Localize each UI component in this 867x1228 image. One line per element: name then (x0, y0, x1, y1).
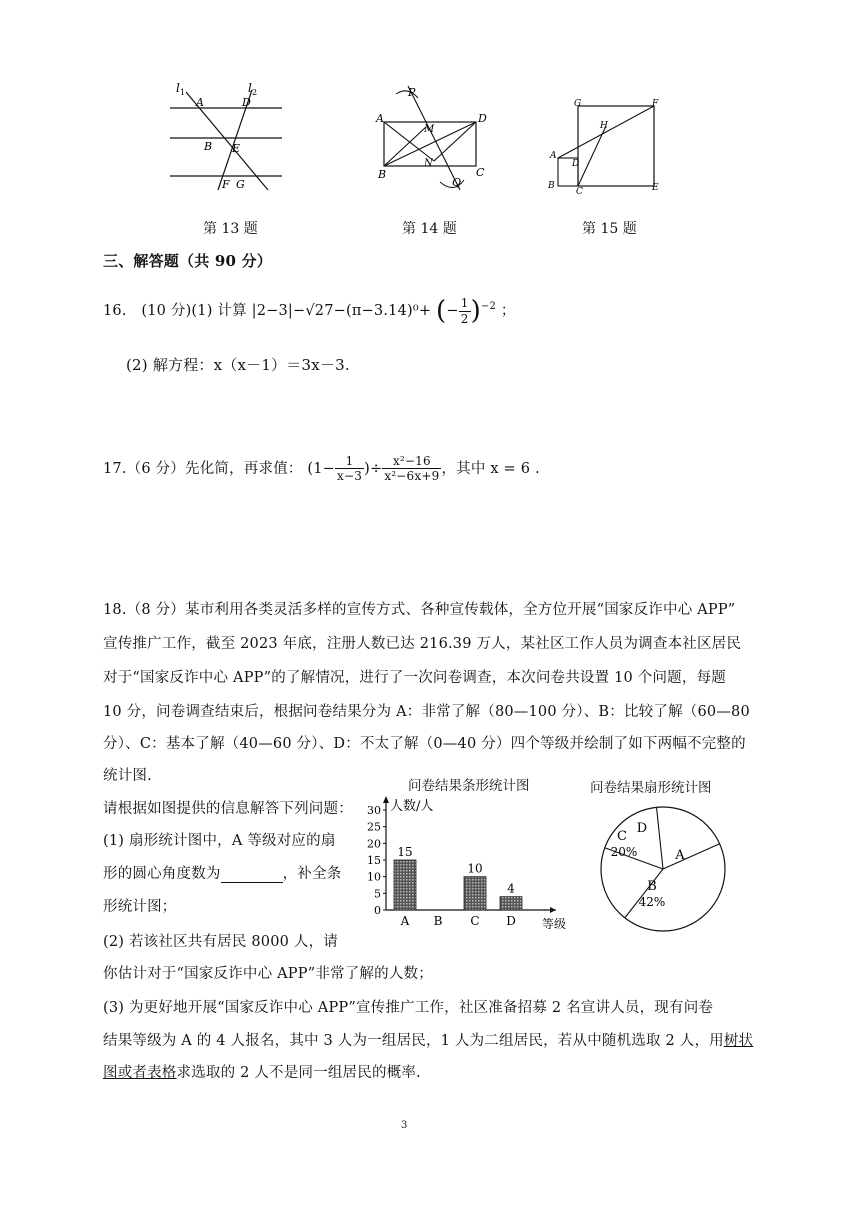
q18-part1-a: (1) 扇形统计图中，A 等级对应的扇 (103, 833, 336, 849)
y-tick-label: 0 (374, 904, 381, 917)
label-l2-sub: 2 (252, 88, 258, 97)
x-axis-arrow (550, 907, 556, 913)
question-16-part2: (2) 解方程：x（x－1）＝3x－3. (126, 356, 350, 374)
label-A: A (376, 112, 384, 125)
pie-chart-title: 问卷结果扇形统计图 (590, 780, 712, 796)
q18-line-5: 分）、C：基本了解（40—60 分）、D：不太了解（0—40 分）四个等级并绘制了如下两幅不完整的 (103, 736, 746, 752)
label-l2: l (248, 81, 252, 95)
q18-part1-b: 形的圆心角度数为 ，补全条 (103, 866, 342, 882)
question-16: 16. (10 分)(1) 计算 |2−3|−√27−(π−3.14)⁰+ (− $\frac{1}{2}$ )$^{-2}$ ； (103, 296, 516, 326)
pie-percent-B: 42% (638, 895, 666, 909)
bar-chart (358, 792, 578, 940)
q18-part2-a: (2) 若该社区共有居民 8000 人，请 (103, 934, 338, 950)
label-P: P (408, 86, 416, 99)
label-C: C (576, 187, 583, 196)
q18-part2-b: 你估计对于“国家反诈中心 APP”非常了解的人数； (103, 966, 433, 982)
data-label-D: 4 (507, 881, 515, 896)
figure-13-caption: 第 13 题 (203, 221, 258, 237)
label-A: A (550, 151, 557, 161)
y-axis-label: 人数/人 (390, 799, 434, 814)
label-N: N (424, 158, 433, 169)
question-17 (103, 454, 540, 484)
pie-chart (596, 802, 730, 936)
q17-head: 17.（6 分）先化简，再求值： (103, 460, 303, 477)
label-l1-sub: 1 (180, 88, 186, 97)
q16-expression: |2−3|−√27−(π−3.14)⁰+ (251, 303, 432, 319)
label-E: E (232, 142, 241, 155)
q18-part1-c: 形统计图； (103, 899, 177, 915)
label-B: B (204, 140, 213, 153)
q18-line-3: 对于“国家反诈中心 APP”的了解情况，进行了一次问卷调查，本次问卷共设置 10 个问题，每题 (103, 670, 726, 686)
page-number: 3 (401, 1120, 408, 1131)
label-G: G (574, 99, 582, 109)
label-M: M (424, 124, 435, 135)
answer-blank[interactable] (221, 868, 283, 883)
label-Q: Q (452, 176, 462, 189)
section-title: 三、解答题（共 90 分） (103, 252, 272, 270)
q17-divide: )÷ (364, 460, 383, 477)
pie-label-A: A (675, 848, 685, 863)
q18-prompt: 请根据如图提供的信息解答下列问题： (103, 801, 353, 817)
label-F: F (652, 99, 659, 109)
y-tick-label: 5 (374, 887, 381, 901)
label-D: D (572, 159, 580, 169)
x-tick-label-C: C (470, 914, 480, 928)
label-D: D (242, 96, 251, 109)
q16-exponent: −2 (480, 301, 497, 313)
figure-15-caption: 第 15 题 (582, 221, 637, 237)
underlined-text: 图或者表格 (103, 1065, 177, 1081)
label-C: C (476, 166, 485, 179)
label-D: D (478, 112, 487, 125)
figure-13 (160, 78, 300, 198)
y-tick-label: 30 (367, 804, 381, 817)
figure-15 (540, 96, 664, 196)
q16-head: 16. (10 分)(1) 计算 (103, 303, 247, 319)
pie-label-D: D (636, 821, 648, 836)
label-B: B (378, 168, 387, 181)
pie-label-B: B (647, 879, 657, 894)
q18-part3-a: (3) 为更好地开展“国家反诈中心 APP”宣传推广工作，社区准备招募 2 名宣讲人员，现有问卷 (103, 1000, 714, 1016)
y-tick-label: 10 (367, 870, 381, 884)
label-H: H (600, 121, 608, 131)
bar-C (464, 877, 486, 910)
figure-14 (372, 82, 492, 194)
x-tick-label-A: A (400, 914, 410, 928)
q18-part3-c: 图或者表格求选取的 2 人不是同一组居民的概率. (103, 1065, 421, 1081)
bar-D (500, 897, 522, 910)
figure-14-caption: 第 14 题 (402, 221, 457, 237)
pie-percent-C: 20% (610, 845, 638, 859)
q16-fraction: $\frac{1}{2}$ (460, 296, 469, 326)
label-G: G (236, 178, 245, 191)
q17-open: (1− (307, 460, 336, 477)
q17-tail: ，其中 x = 6 . (441, 460, 540, 477)
x-axis-label: 等级 (542, 917, 567, 931)
y-tick-label: 25 (367, 820, 381, 834)
bar-A (394, 860, 416, 910)
q18-part3-b: 结果等级为 A 的 4 人报名，其中 3 人为一组居民，1 人为二组居民，若从中随机选取 2 人，用树状 (103, 1033, 754, 1049)
pie-label-C: C (617, 829, 627, 844)
q16-frac-sign: − (446, 303, 459, 319)
label-B: B (548, 181, 555, 191)
q18-line-6: 统计图. (103, 768, 152, 784)
x-tick-label-B: B (433, 914, 443, 928)
label-E: E (652, 183, 659, 193)
y-tick-label: 20 (367, 837, 381, 851)
q18-line-1: 18.（8 分）某市利用各类灵活多样的宣传方式、各种宣传载体，全方位开展“国家反诈中心 APP” (103, 602, 736, 618)
label-l1: l (176, 81, 180, 95)
data-label-C: 10 (467, 861, 483, 876)
data-label-A: 15 (397, 845, 413, 859)
y-tick-label: 15 (367, 854, 381, 867)
q17-fraction-1: $\frac{1}{x-3}$ (337, 454, 363, 484)
x-tick-label-D: D (506, 914, 516, 928)
q17-fraction-2: $\frac{\text{x²−16}}{\text{x²−6x+9}}$ (384, 454, 440, 484)
underlined-text: 树状 (723, 1033, 754, 1049)
q16-tail: ； (500, 303, 516, 319)
q18-line-2: 宣传推广工作，截至 2023 年底，注册人数已达 216.39 万人，某社区工作人员为调查本社区居民 (103, 636, 742, 652)
label-A: A (196, 96, 204, 109)
y-axis-arrow (383, 796, 389, 803)
q18-line-4: 10 分，问卷调查结束后，根据问卷结果分为 A：非常了解（80—100 分）、B：比较了解（60—80 (103, 704, 750, 720)
label-F: F (222, 178, 230, 191)
bar-chart-title: 问卷结果条形统计图 (408, 778, 530, 794)
